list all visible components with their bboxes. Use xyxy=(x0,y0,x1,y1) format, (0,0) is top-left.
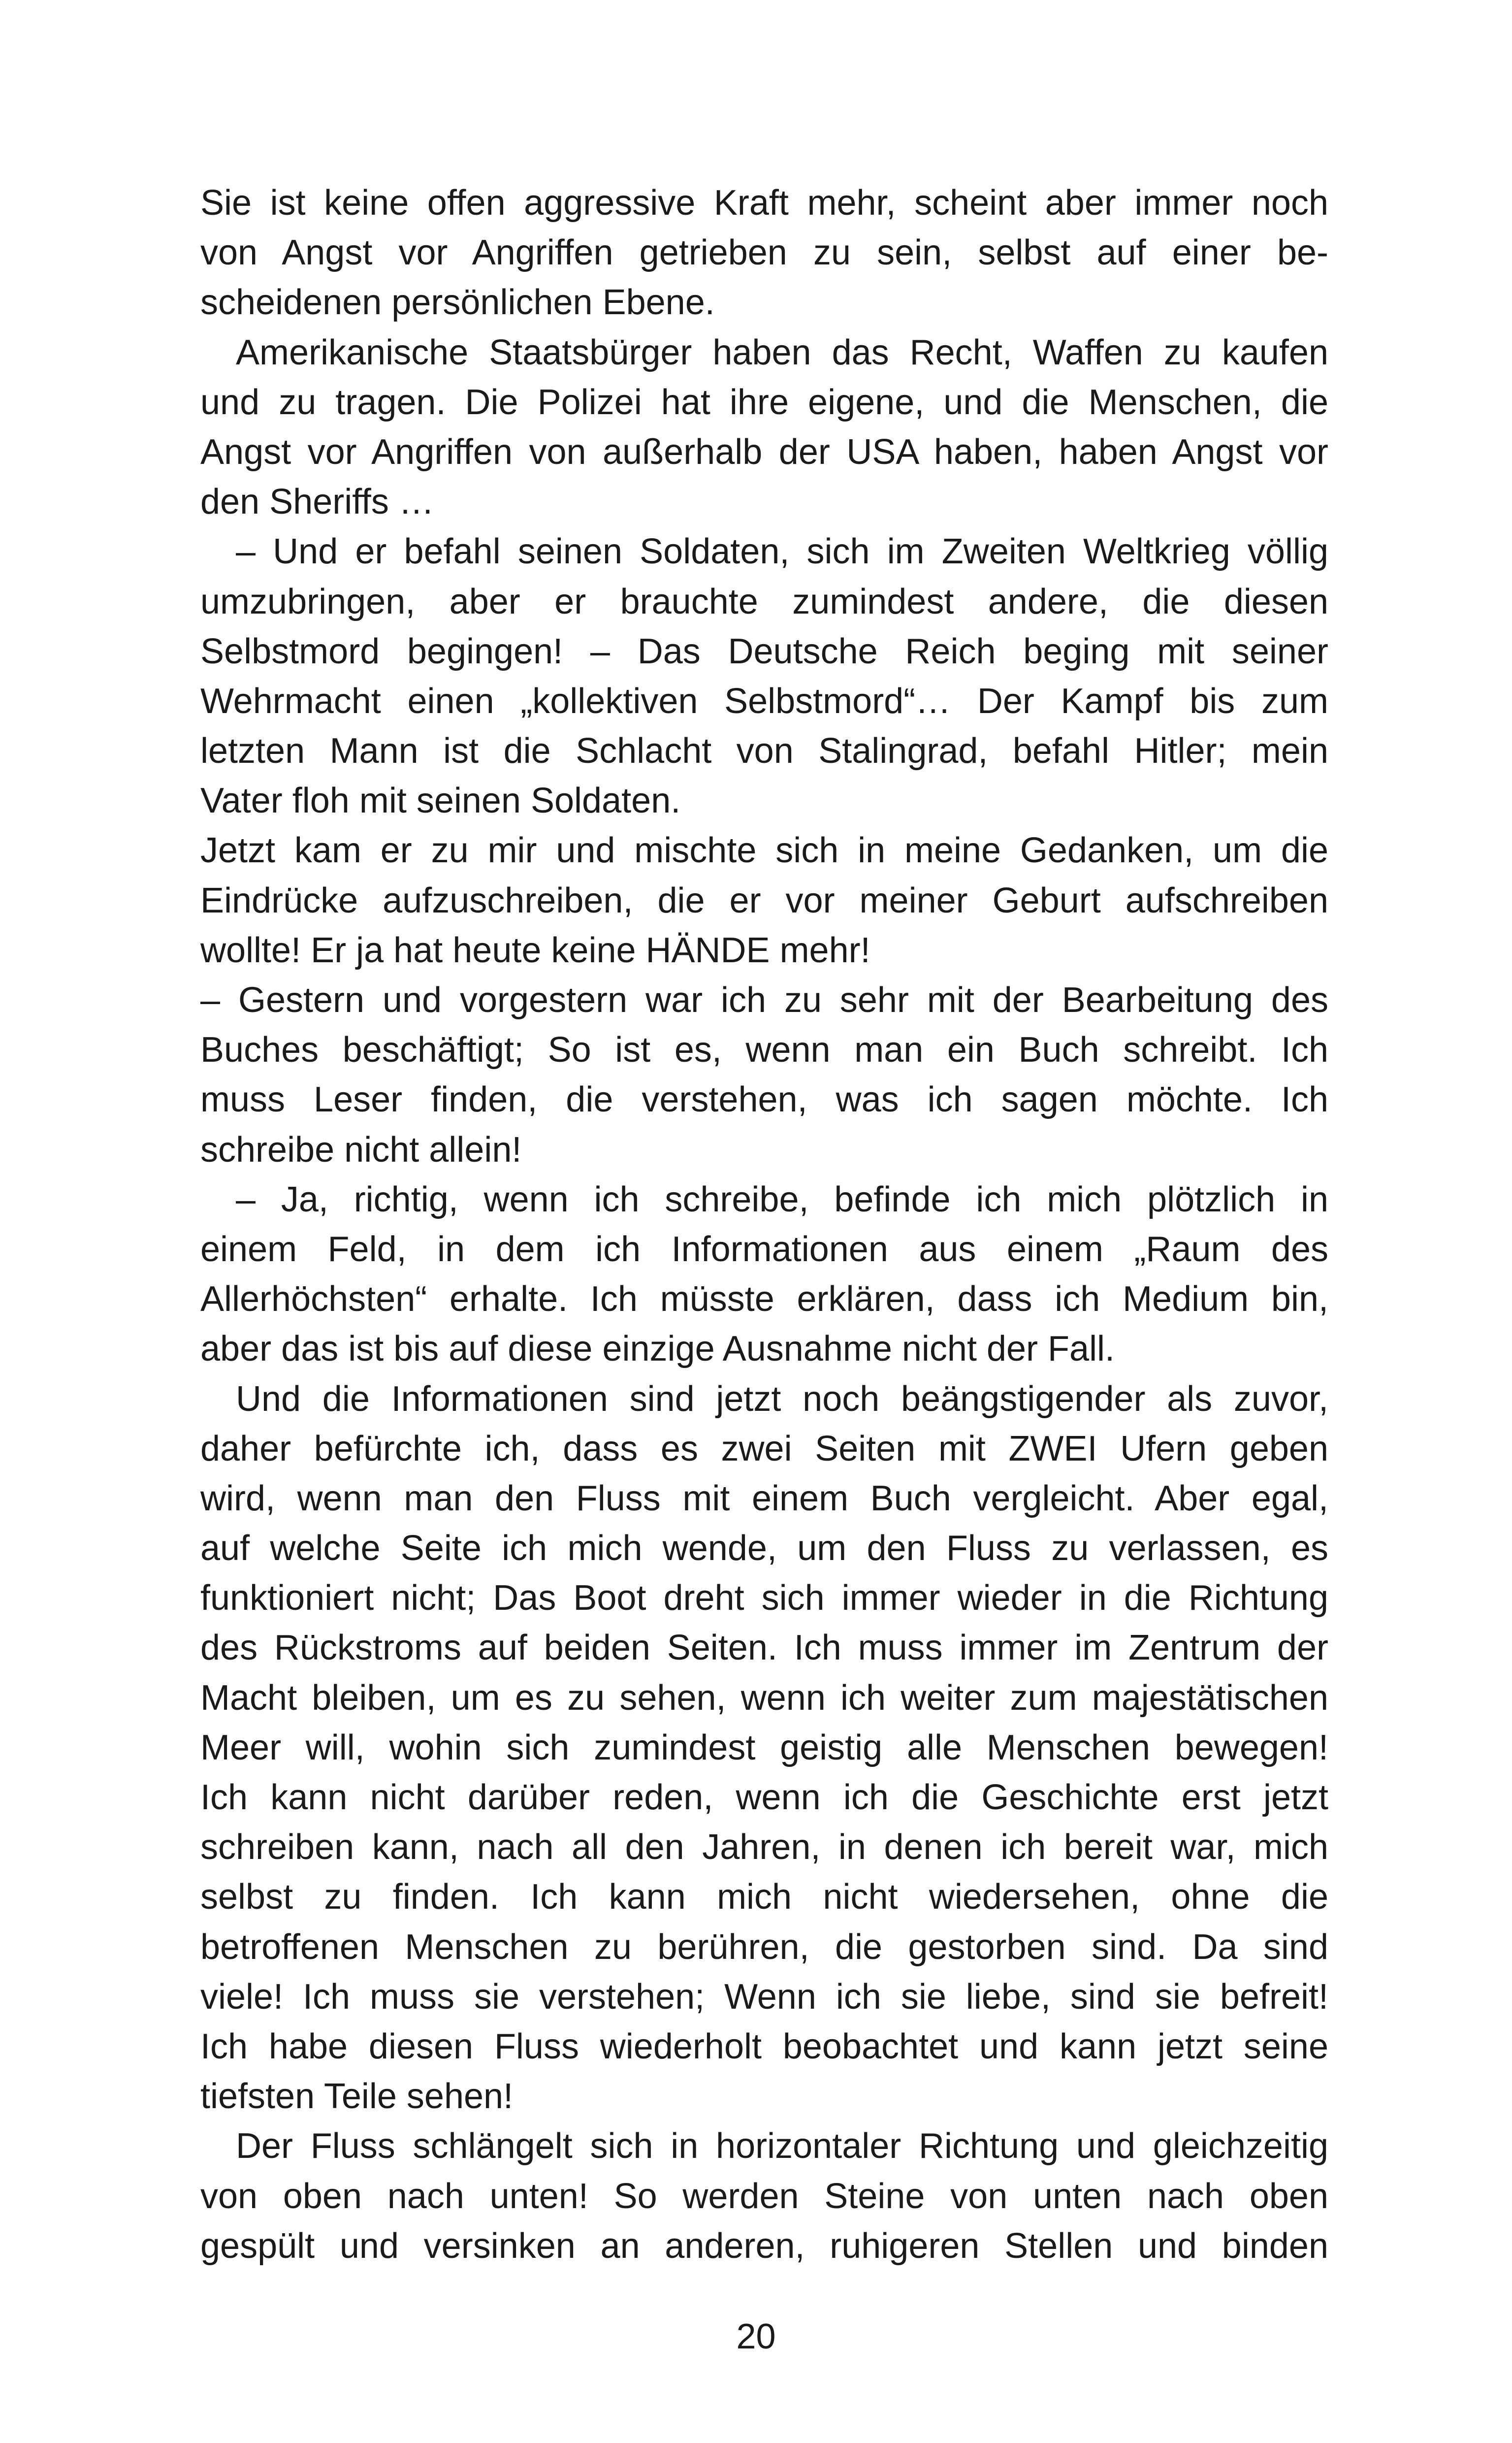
text-line: daher befürchte ich, dass es zwei Seiten mit ZWEI Ufern geben xyxy=(200,1429,1328,1468)
text-line: und zu tragen. Die Polizei hat ihre eigene, und die Menschen, die xyxy=(200,382,1328,422)
text-line: tiefsten Teile sehen! xyxy=(200,2077,514,2117)
text-line: viele! Ich muss sie verstehen; Wenn ich sie liebe, sind sie befreit! xyxy=(200,1977,1328,2017)
text-line: wollte! Er ja hat heute keine HÄNDE mehr! xyxy=(200,930,870,970)
text-line: wird, wenn man den Fluss mit einem Buch vergleicht. Aber egal, xyxy=(200,1478,1328,1518)
text-line: Selbstmord begingen! – Das Deutsche Reich beging mit seiner xyxy=(200,631,1328,671)
text-line: Wehrmacht einen „kollektiven Selbstmord“… Der Kampf bis zum xyxy=(200,681,1328,721)
text-line: auf welche Seite ich mich wende, um den Fluss zu verlassen, es xyxy=(200,1529,1328,1568)
text-line: von oben nach unten! So werden Steine von unten nach oben xyxy=(200,2176,1328,2216)
text-line: Angst vor Angriffen von außerhalb der USA haben, haben Angst vor xyxy=(200,432,1328,472)
text-line: Ich habe diesen Fluss wiederholt beobachtet und kann jetzt seine xyxy=(200,2026,1328,2066)
text-line: schreibe nicht allein! xyxy=(200,1130,522,1170)
text-line: selbst zu finden. Ich kann mich nicht wiedersehen, ohne die xyxy=(200,1877,1328,1917)
text-line: Eindrücke aufzuschreiben, die er vor meiner Geburt aufschreiben xyxy=(200,880,1328,920)
text-line: den Sheriffs … xyxy=(200,482,434,522)
text-line: Der Fluss schlängelt sich in horizontaler Richtung und gleichzeitig xyxy=(236,2126,1328,2166)
text-line: Vater floh mit seinen Soldaten. xyxy=(200,781,681,821)
text-line: schreiben kann, nach all den Jahren, in denen ich bereit war, mich xyxy=(200,1827,1328,1867)
text-line: gespült und versinken an anderen, ruhigeren Stellen und binden xyxy=(200,2226,1328,2266)
text-line: Sie ist keine offen aggressive Kraft mehr, scheint aber immer noch xyxy=(200,183,1328,223)
text-line: betroffenen Menschen zu berühren, die gestorben sind. Da sind xyxy=(200,1927,1328,1967)
text-line: – Gestern und vorgestern war ich zu sehr mit der Bearbeitung des xyxy=(200,980,1328,1020)
page-number: 20 xyxy=(736,2317,776,2356)
text-line: – Ja, richtig, wenn ich schreibe, befinde ich mich plötzlich in xyxy=(236,1179,1328,1219)
text-line: muss Leser finden, die verstehen, was ich sagen möchte. Ich xyxy=(200,1080,1328,1120)
text-line: – Und er befahl seinen Soldaten, sich im Zweiten Weltkrieg völlig xyxy=(236,532,1328,572)
text-line: Und die Informationen sind jetzt noch beängstigender als zuvor, xyxy=(236,1379,1328,1419)
text-line: letzten Mann ist die Schlacht von Stalingrad, befahl Hitler; mein xyxy=(200,731,1328,771)
body-text xyxy=(200,178,1328,2271)
text-line: Buches beschäftigt; So ist es, wenn man ein Buch schreibt. Ich xyxy=(200,1030,1328,1070)
text-line: aber das ist bis auf diese einzige Ausnahme nicht der Fall. xyxy=(200,1329,1115,1369)
text-line: Macht bleiben, um es zu sehen, wenn ich weiter zum majestätischen xyxy=(200,1678,1328,1718)
text-line: einem Feld, in dem ich Informationen aus einem „Raum des xyxy=(200,1229,1328,1269)
text-line: Allerhöchsten“ erhalte. Ich müsste erklären, dass ich Medium bin, xyxy=(200,1279,1328,1319)
text-line: Amerikanische Staatsbürger haben das Recht, Waffen zu kaufen xyxy=(236,332,1328,372)
text-line: Meer will, wohin sich zumindest geistig alle Menschen bewegen! xyxy=(200,1727,1328,1767)
text-line: umzubringen, aber er brauchte zumindest andere, die diesen xyxy=(200,582,1328,621)
text-line: des Rückstroms auf beiden Seiten. Ich muss immer im Zentrum der xyxy=(200,1628,1328,1668)
text-line: Jetzt kam er zu mir und mischte sich in meine Gedanken, um die xyxy=(200,831,1328,871)
text-line: scheidenen persönlichen Ebene. xyxy=(200,283,715,323)
text-line: Ich kann nicht darüber reden, wenn ich die Geschichte erst jetzt xyxy=(200,1778,1328,1817)
text-line: funktioniert nicht; Das Boot dreht sich immer wieder in die Richtung xyxy=(200,1578,1328,1618)
text-line: von Angst vor Angriffen getrieben zu sein, selbst auf einer be- xyxy=(200,233,1328,273)
